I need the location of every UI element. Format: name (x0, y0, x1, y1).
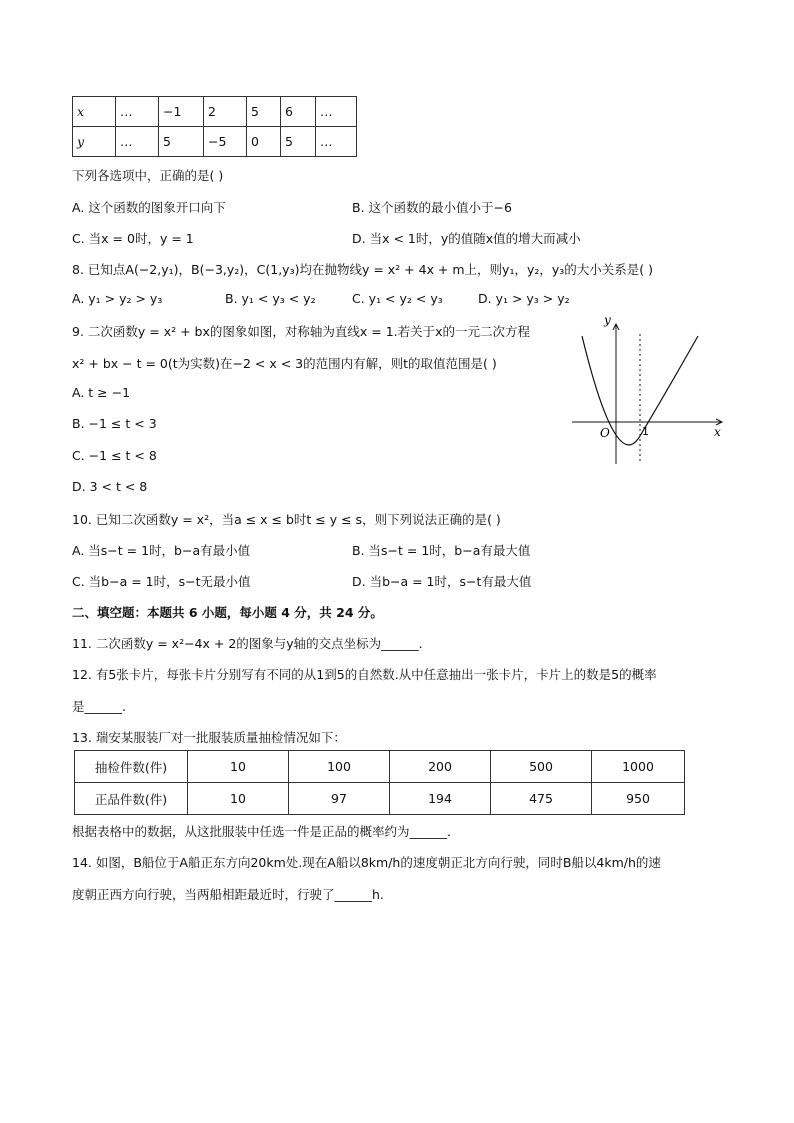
x-axis-label: x (714, 425, 721, 439)
q8-option-a[interactable]: A. y₁ > y₂ > y₃ (72, 291, 163, 306)
q8-stem: 8. 已知点A(−2,y₁)，B(−3,y₂)，C(1,y₃)均在抛物线y = x² + 4x + m上，则y₁，y₂，y₃的大小关系是( ) (72, 262, 654, 277)
table-cell: 97 (289, 783, 390, 815)
table-cell: 0 (247, 127, 281, 157)
q13-stem: 13. 瑞安某服装厂对一批服装质量抽检情况如下： (72, 730, 346, 745)
q9-stem-line1: 9. 二次函数y = x² + bx的图象如图，对称轴为直线x = 1.若关于x的一元二次方程 (72, 324, 531, 339)
table-cell: 950 (592, 783, 685, 815)
table-cell: 194 (390, 783, 491, 815)
table-cell: 5 (281, 127, 316, 157)
table-cell: 1000 (592, 751, 685, 783)
table-cell: 5 (159, 127, 204, 157)
q9-stem-line2: x² + bx − t = 0(t为实数)在−2 < x < 3的范围内有解，则t的取值范围是( ) (72, 356, 497, 371)
q8-option-c[interactable]: C. y₁ < y₂ < y₃ (352, 291, 443, 306)
table-cell: 10 (188, 783, 289, 815)
q9-option-c[interactable]: C. −1 ≤ t < 8 (72, 448, 157, 463)
table-cell: 抽检件数(件) (75, 751, 188, 783)
q10-option-c[interactable]: C. 当b−a = 1时，s−t无最小值 (72, 574, 251, 589)
q13-after: 根据表格中的数据，从这批服装中任选一件是正品的概率约为______. (72, 824, 451, 839)
parabola-figure (568, 316, 728, 468)
q14-line1: 14. 如图，B船位于A船正东方向20km处.现在A船以8km/h的速度朝正北方向行驶，同时B船以4km/h的速 (72, 855, 661, 870)
table-cell: −5 (204, 127, 247, 157)
q13-table (74, 750, 685, 815)
q9-option-d[interactable]: D. 3 < t < 8 (72, 479, 148, 494)
table-cell: 200 (390, 751, 491, 783)
table-cell: x (73, 97, 116, 127)
section-heading: 二、填空题：本题共 6 小题，每小题 4 分，共 24 分。 (72, 605, 383, 620)
q7-option-b[interactable]: B. 这个函数的最小值小于−6 (352, 200, 512, 215)
q10-stem: 10. 已知二次函数y = x²，当a ≤ x ≤ b时t ≤ y ≤ s，则下列说法正确的是( ) (72, 512, 501, 527)
tick-label: 1 (642, 425, 649, 438)
q9-option-a[interactable]: A. t ≥ −1 (72, 385, 131, 400)
table-cell: 6 (281, 97, 316, 127)
table-row (75, 783, 685, 815)
q14-line2: 度朝正西方向行驶，当两船相距最近时，行驶了______h. (72, 887, 384, 902)
q8-option-d[interactable]: D. y₁ > y₃ > y₂ (478, 291, 570, 306)
q8-option-b[interactable]: B. y₁ < y₃ < y₂ (225, 291, 316, 306)
q9-option-b[interactable]: B. −1 ≤ t < 3 (72, 416, 157, 431)
table-cell: 5 (247, 97, 281, 127)
top-table (72, 96, 357, 157)
table-cell: 正品件数(件) (75, 783, 188, 815)
q12-line2: 是______. (72, 699, 126, 714)
q7-prompt: 下列各选项中，正确的是( ) (72, 168, 224, 183)
table-cell: … (316, 97, 357, 127)
table-row (75, 751, 685, 783)
table-cell: 2 (204, 97, 247, 127)
table-cell: … (316, 127, 357, 157)
q10-option-b[interactable]: B. 当s−t = 1时，b−a有最大值 (352, 543, 531, 558)
table-cell: … (116, 127, 159, 157)
q7-option-d[interactable]: D. 当x < 1时，y的值随x值的增大而减小 (352, 231, 581, 246)
q12-line1: 12. 有5张卡片，每张卡片分别写有不同的从1到5的自然数.从中任意抽出一张卡片，卡片上的数是5的概率 (72, 667, 657, 682)
q10-option-d[interactable]: D. 当b−a = 1时，s−t有最大值 (352, 574, 532, 589)
table-cell: y (73, 127, 116, 157)
table-row (73, 127, 357, 157)
q7-option-c[interactable]: C. 当x = 0时，y = 1 (72, 231, 194, 246)
table-cell: 475 (491, 783, 592, 815)
q10-option-a[interactable]: A. 当s−t = 1时，b−a有最小值 (72, 543, 251, 558)
table-cell: … (116, 97, 159, 127)
table-cell: 10 (188, 751, 289, 783)
y-axis-label: y (604, 316, 611, 327)
table-cell: 100 (289, 751, 390, 783)
table-cell: 500 (491, 751, 592, 783)
table-cell: −1 (159, 97, 204, 127)
q11-text: 11. 二次函数y = x²−4x + 2的图象与y轴的交点坐标为______. (72, 636, 423, 651)
q7-option-a[interactable]: A. 这个函数的图象开口向下 (72, 200, 226, 215)
table-row (73, 97, 357, 127)
origin-label: O (600, 426, 610, 440)
